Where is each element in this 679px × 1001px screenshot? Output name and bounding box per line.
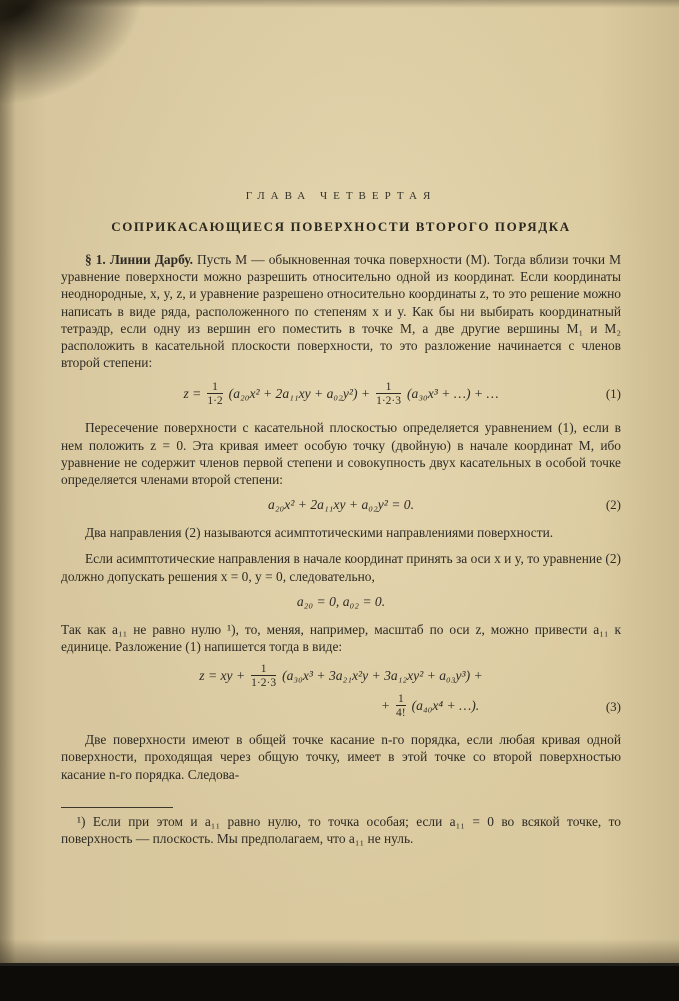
fraction (396, 693, 406, 719)
fraction-numerator: 1 (260, 663, 267, 676)
equation-3-line2-lead: + (380, 698, 391, 714)
equation-1-body (183, 381, 498, 407)
paragraph-axes-choice: Если асимптотические направления в начале координат принять за оси x и y, то уравнение (2) должно допускать решения x = 0, y = 0, следовательно, (61, 551, 621, 584)
paragraph-asymptotic-directions: Два направления (2) называются асимптотическими направлениями поверхности. (85, 525, 554, 541)
equation-1-number: (1) (605, 386, 621, 402)
footnote-divider (61, 807, 173, 808)
section-label: § 1. Линии Дарбу. (85, 252, 193, 267)
paragraph-intersection: Пересечение поверхности с касательной плоскостью определяется уравнением (1), если в нем положить z = 0. Эта кривая имеет особую точку (двойную) в начале координат M, ибо уравнение не содержит членов первой степени и совокупность двух касательных в особой точке определяется членами второй степени: (61, 420, 621, 488)
paragraph-darboux-intro (61, 251, 621, 371)
equation-3-line2-row (381, 693, 479, 719)
equation-1-tail: (a₃₀x³ + …) + … (407, 386, 499, 402)
fraction-numerator: 1 (212, 381, 218, 394)
equation-3-line2 (61, 693, 621, 719)
fraction-denominator: 1·2·3 (251, 677, 277, 690)
scan-bottom-edge (0, 963, 679, 1001)
chapter-heading: ГЛАВА ЧЕТВЕРТАЯ (245, 190, 437, 202)
equation-2 (61, 497, 621, 513)
equation-3-lhs: z = xy + (199, 668, 246, 684)
equation-3-number: (3) (605, 699, 621, 715)
equation-2-body: a₂₀x² + 2a₁₁xy + a₀₂y² = 0. (268, 497, 414, 513)
fraction-denominator: 1·2 (207, 395, 223, 408)
fraction (376, 381, 401, 407)
page-title: СОПРИКАСАЮЩИЕСЯ ПОВЕРХНОСТИ ВТОРОГО ПОРЯДКА (111, 219, 571, 234)
paragraph-scale-z: Так как a₁₁ не равно нулю ¹), то, меняя, например, масштаб по оси z, можно привести a₁₁ к единице. Разложение (1) напишется тогда в виде: (61, 621, 621, 655)
footnote-text: ¹) Если при этом и a₁₁ равно нулю, то точка особая; если a₁₁ = 0 во всякой точке, то поверхность — плоскость. Мы предполагаем, что a₁₁ не нуль. (61, 813, 621, 847)
equation-2-number: (2) (605, 497, 621, 513)
fraction-denominator: 1·2·3 (376, 395, 401, 408)
paragraph-darboux-intro-text: Пусть M — обыкновенная точка поверхности (M). Тогда вблизи точки M уравнение поверхности можно разрешить относительно одной из координат. Если координаты неоднородные, x, y, z, и уравнение разрешено относительно координаты z, то это решение можно написать в виде ряда, расположенного по степеням x и y. Как бы ни выбирать координатный тетраэдр, если одну из вершин его поместить в точке M, а две другие вершины M₁ и M₂ расположить в касательной плоскости поверхности, то это разложение начинается с членов второй степени: (61, 252, 621, 371)
equation-3-line1-row (199, 663, 482, 689)
fraction (207, 381, 222, 407)
equation-1 (61, 381, 621, 407)
equation-3-line1 (61, 663, 621, 689)
equation-1-mid: (a₂₀x² + 2a₁₁xy + a₀₂y²) + (228, 386, 371, 402)
equation-zero-body: a₂₀ = 0, a₀₂ = 0. (296, 593, 386, 609)
footnote-block (61, 807, 621, 847)
equation-3 (61, 663, 621, 719)
scan-edge-shadow-left (0, 0, 16, 1001)
fraction (251, 663, 276, 689)
equation-3-line1-tail: (a₃₀x³ + 3a₂₁x²y + 3a₁₂xy² + a₀₃y³) + (282, 668, 483, 684)
scan-bottom-shadow (0, 939, 679, 965)
fraction-denominator: 4! (396, 707, 406, 720)
text-block (61, 0, 621, 847)
equation-zero-coefficients (61, 594, 621, 610)
paragraph-tangency-order: Две поверхности имеют в общей точке касание n-го порядка, если любая кривая одной поверхности, проходящая через общую точку, имеет в этой точке со второй поверхностью касание n-го порядка. Следова- (61, 732, 621, 782)
equation-1-lhs: z = (183, 386, 202, 402)
fraction-numerator: 1 (385, 381, 392, 394)
fraction-numerator: 1 (397, 693, 404, 706)
equation-3-line2-tail: (a₄₀x⁴ + …). (411, 698, 480, 714)
